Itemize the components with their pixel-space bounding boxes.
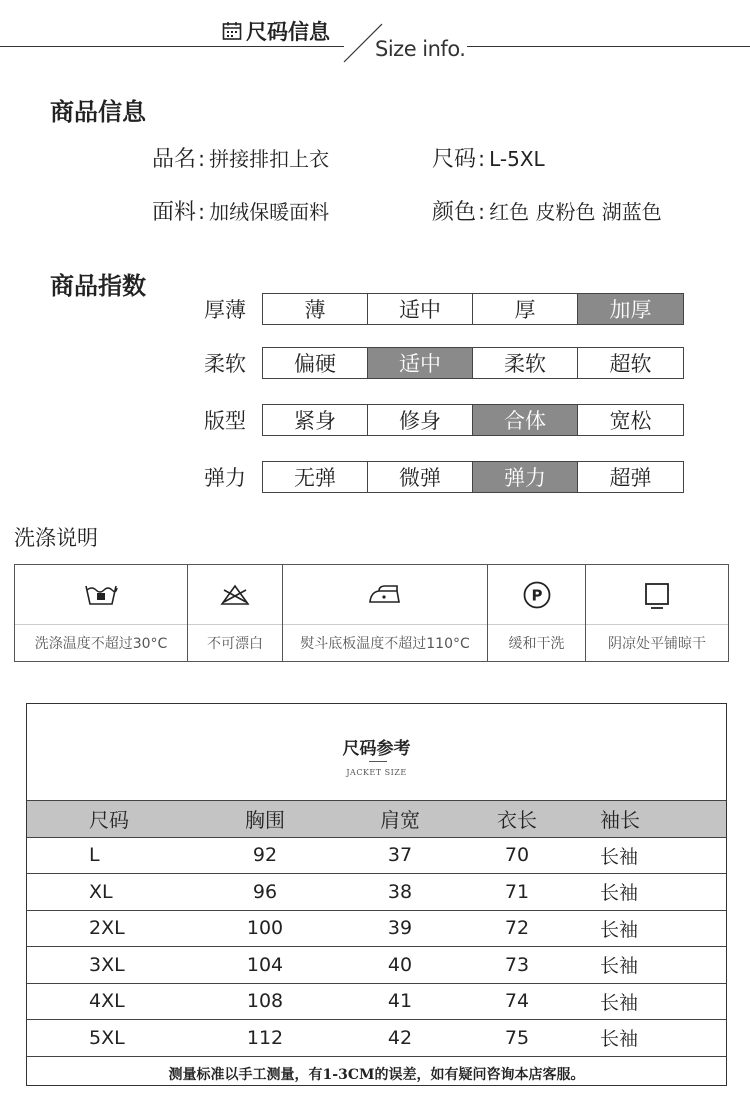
info-name	[152, 142, 329, 173]
index-option-selected: 弹力	[473, 462, 578, 492]
index-options	[262, 293, 684, 325]
table-cell: L	[89, 844, 100, 867]
dry-clean-glyph: P	[531, 586, 542, 604]
index-option: 超弹	[609, 466, 652, 490]
wash-tub-icon	[84, 582, 118, 608]
wash-item-text: 洗涤温度不超过30°C	[34, 636, 168, 652]
table-cell: 40	[387, 953, 413, 976]
title-divider	[369, 761, 387, 762]
table-cell: 2XL	[89, 917, 125, 940]
index-row	[204, 461, 684, 493]
table-cell: 70	[504, 844, 530, 867]
wash-item	[15, 565, 188, 661]
header-divider-right	[467, 46, 750, 47]
table-cell: 长袖	[600, 882, 639, 905]
info-colon: :	[198, 200, 206, 224]
table-cell: 5XL	[89, 1026, 125, 1049]
dry-flat-icon	[642, 580, 672, 610]
dry-clean-icon	[522, 580, 552, 610]
info-color-value: 红色 皮粉色 湖蓝色	[489, 200, 662, 224]
header-subtitle: Size info.	[375, 37, 466, 61]
table-row	[27, 837, 726, 874]
index-row	[204, 404, 684, 436]
table-cell: 37	[387, 844, 413, 867]
table-cell: 104	[246, 953, 284, 976]
table-cell: 42	[387, 1026, 413, 1049]
size-table-body	[27, 800, 726, 1056]
index-option: 无弹	[263, 462, 368, 492]
wash-item-text: 熨斗底板温度不超过110°C	[300, 636, 470, 652]
info-color	[432, 195, 662, 226]
table-row	[27, 983, 726, 1020]
wash-item-text: 缓和干洗	[508, 636, 565, 652]
index-option: 修身	[368, 405, 473, 435]
table-cell: 长袖	[600, 845, 639, 868]
index-row-label: 版型	[204, 409, 246, 433]
index-option: 柔软	[473, 348, 578, 378]
header-title-text: 尺码信息	[246, 20, 330, 44]
index-options	[262, 347, 684, 379]
info-size	[432, 142, 545, 173]
index-option-selected: 加厚	[578, 294, 683, 324]
info-colon: :	[198, 147, 206, 171]
table-header-cell: 衣长	[497, 808, 537, 833]
index-row	[204, 347, 684, 379]
wash-item-text: 不可漂白	[207, 636, 263, 652]
index-row-label: 厚薄	[204, 298, 246, 322]
table-cell: 108	[246, 990, 284, 1013]
index-option: 偏硬	[263, 348, 368, 378]
table-cell: 112	[246, 1026, 284, 1049]
table-cell: 41	[387, 990, 413, 1013]
table-row	[27, 873, 726, 910]
table-cell: 长袖	[600, 955, 639, 978]
table-header-cell: 袖长	[600, 808, 640, 833]
table-cell: 4XL	[89, 990, 125, 1013]
table-cell: 长袖	[600, 991, 639, 1014]
info-fabric-label: 面料	[152, 200, 197, 225]
product-info-title: 商品信息	[50, 98, 146, 126]
wash-item-text: 阴凉处平铺晾干	[608, 636, 706, 652]
washing-title: 洗涤说明	[14, 526, 98, 550]
index-options	[262, 461, 684, 493]
table-cell: 3XL	[89, 953, 125, 976]
table-cell: 长袖	[600, 1028, 639, 1051]
table-header-cell: 肩宽	[380, 808, 420, 833]
index-option-selected: 合体	[473, 405, 578, 435]
index-option: 薄	[263, 294, 368, 324]
table-cell: XL	[89, 880, 113, 903]
index-option: 微弹	[368, 462, 473, 492]
info-fabric	[152, 195, 329, 226]
index-option: 宽松	[609, 409, 652, 433]
index-row	[204, 293, 684, 325]
index-row-label: 弹力	[204, 466, 246, 490]
wash-item	[586, 565, 728, 661]
table-cell: 74	[504, 990, 530, 1013]
size-table-heading	[27, 704, 726, 800]
calendar-icon	[222, 21, 242, 41]
table-row	[27, 946, 726, 983]
wash-item	[283, 565, 488, 661]
table-header-cell: 尺码	[89, 808, 129, 833]
table-cell: 96	[252, 880, 278, 903]
washing-table	[14, 564, 729, 662]
info-size-value: L-5XL	[489, 147, 545, 171]
table-cell: 100	[246, 917, 284, 940]
index-option: 适中	[368, 294, 473, 324]
info-color-label: 颜色	[432, 200, 477, 225]
wash-item	[188, 565, 283, 661]
table-cell: 71	[504, 880, 530, 903]
table-cell: 39	[387, 917, 413, 940]
product-index-title: 商品指数	[50, 272, 146, 300]
index-options	[262, 404, 684, 436]
index-option: 紧身	[263, 405, 368, 435]
header-title	[222, 16, 330, 46]
info-name-label: 品名	[152, 147, 197, 172]
table-row	[27, 1019, 726, 1056]
index-option-selected: 适中	[368, 348, 473, 378]
size-table	[26, 703, 727, 1086]
index-row-label: 柔软	[204, 352, 246, 376]
index-option: 超软	[609, 352, 652, 376]
table-header-cell: 胸围	[245, 808, 285, 833]
table-cell: 75	[504, 1026, 530, 1049]
wash-item	[488, 565, 586, 661]
table-cell: 38	[387, 880, 413, 903]
header-divider-left	[0, 46, 344, 47]
info-name-value: 拼接排扣上衣	[209, 147, 330, 171]
index-option: 厚	[473, 294, 578, 324]
table-row	[27, 910, 726, 947]
iron-icon	[367, 582, 403, 608]
size-table-subtitle: JACKET SIZE	[346, 768, 407, 777]
table-cell: 92	[252, 844, 278, 867]
table-cell: 72	[504, 917, 530, 940]
info-fabric-value: 加绒保暖面料	[209, 200, 330, 224]
info-colon: :	[478, 200, 486, 224]
no-bleach-icon	[218, 582, 252, 608]
info-size-label: 尺码	[432, 147, 477, 172]
size-table-title: 尺码参考	[342, 739, 411, 759]
table-cell: 长袖	[600, 918, 639, 941]
size-table-footnote: 测量标准以手工测量，有1-3CM的误差，如有疑问咨询本店客服。	[27, 1056, 726, 1092]
table-header-row	[27, 800, 726, 837]
info-colon: :	[478, 147, 486, 171]
table-cell: 73	[504, 953, 530, 976]
